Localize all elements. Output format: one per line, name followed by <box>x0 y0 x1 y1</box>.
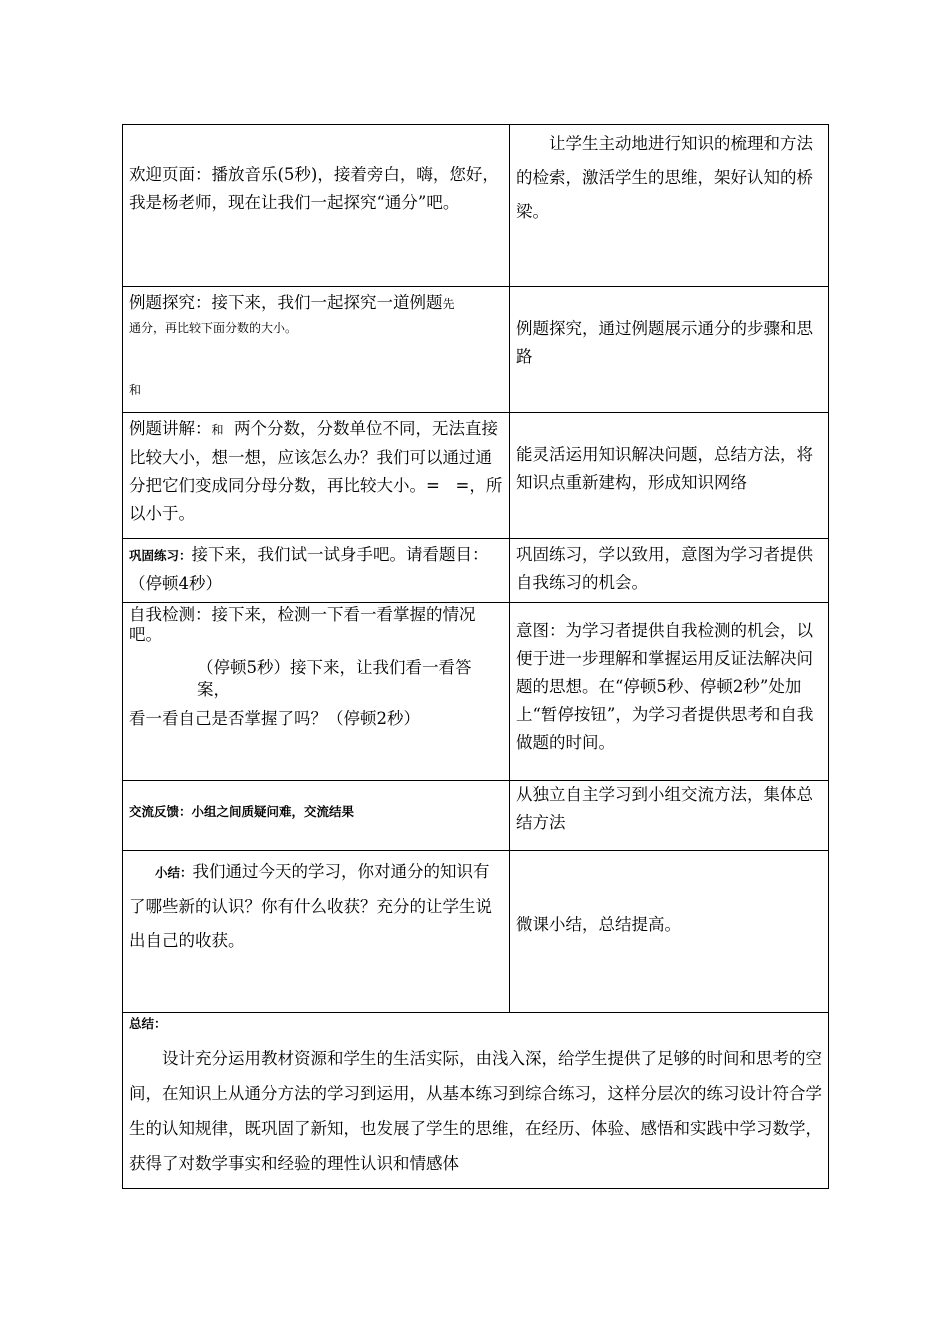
cell-self-check-intent <box>510 603 829 781</box>
example-explore-intent-text: 例题探究，通过例题展示通分的步骤和思路 <box>516 319 813 366</box>
cell-summary <box>123 1013 829 1189</box>
cell-example-explain-intent <box>510 413 829 539</box>
example-explore-small-c: 和 <box>129 383 142 397</box>
cell-example-explain <box>123 413 510 539</box>
table-row <box>123 287 829 413</box>
feedback-text: 小组之间质疑问难，交流结果 <box>191 804 355 819</box>
summary-body: 设计充分运用教材资源和学生的生活实际，由浅入深，给学生提供了足够的时间和思考的空间，在知识上从通分方法的学习到运用，从基本练习到综合练习，这样分层次的练习设计符合学生的认知规律，既巩固了新知，也发展了学生的思维，在经历、体验、感悟和实践中学习数学，获得了对数学事实和经验的理性认识和情感体 <box>129 1049 822 1173</box>
cell-brief-summary <box>123 851 510 1013</box>
self-check-line-2: （停顿5秒）接下来，让我们看一看答案， <box>197 658 472 699</box>
cell-feedback <box>123 781 510 851</box>
example-explore-small-a: 先 <box>442 297 455 311</box>
example-explain-label: 例题讲解： <box>129 419 212 438</box>
summary-label: 总结： <box>129 1016 167 1031</box>
table-row-summary <box>123 1013 829 1189</box>
cell-welcome-page <box>123 125 510 287</box>
cell-brief-summary-intent <box>510 851 829 1013</box>
example-explore-small-b: 通分，再比较下面分数的大小。 <box>129 321 298 335</box>
self-check-intent-text: 意图：为学习者提供自我检测的机会，以便于进一步理解和掌握运用反证法解决问题的思想。在“停顿5秒、停顿2秒”处加上“暂停按钮”，为学习者提供思考和自我做题的时间。 <box>516 621 814 752</box>
lesson-design-table <box>122 124 829 1189</box>
example-explain-small: 和 <box>211 423 224 437</box>
cell-feedback-intent <box>510 781 829 851</box>
lesson-design-table-container <box>122 124 828 1189</box>
table-row <box>123 413 829 539</box>
practice-intent-text: 巩固练习，学以致用，意图为学习者提供自我练习的机会。 <box>516 545 813 592</box>
feedback-label: 交流反馈： <box>129 804 192 819</box>
cell-example-explore <box>123 287 510 413</box>
table-row <box>123 539 829 603</box>
table-row <box>123 781 829 851</box>
brief-summary-label: 小结： <box>155 865 193 880</box>
practice-text: 接下来，我们试一试身手吧。请看题目：（停顿4秒） <box>129 545 489 593</box>
self-check-line-3: 看一看自己是否掌握了吗？（停顿2秒） <box>129 709 420 728</box>
example-explain-text: 两个分数，分数单位不同，无法直接比较大小，想一想，应该怎么办？我们可以通过通分把它们变成同分母分数，再比较大小。= =，所以小于。 <box>129 419 503 523</box>
welcome-text: 欢迎页面：播放音乐(5秒)，接着旁白，嗨，您好，我是杨老师，现在让我们一起探究“通分”吧。 <box>129 165 499 212</box>
brief-summary-intent-text: 微课小结，总结提高。 <box>516 915 681 934</box>
example-explain-intent-text: 能灵活运用知识解决问题，总结方法，将知识点重新建构，形成知识网络 <box>516 445 813 492</box>
cell-welcome-intent <box>510 125 829 287</box>
example-explore-text: 例题探究：接下来，我们一起探究一道例题 <box>129 293 443 312</box>
cell-practice-intent <box>510 539 829 603</box>
cell-example-explore-intent <box>510 287 829 413</box>
table-row <box>123 603 829 781</box>
table-row <box>123 125 829 287</box>
cell-self-check <box>123 603 510 781</box>
welcome-intent-text: 让学生主动地进行知识的梳理和方法的检索，激活学生的思维，架好认知的桥梁。 <box>516 134 813 221</box>
brief-summary-text: 我们通过今天的学习，你对通分的知识有了哪些新的认识？你有什么收获？充分的让学生说出自己的收获。 <box>129 862 492 950</box>
table-row <box>123 851 829 1013</box>
feedback-intent-text: 从独立自主学习到小组交流方法，集体总结方法 <box>516 785 813 832</box>
self-check-line-1: 自我检测：接下来，检测一下看一看掌握的情况吧。 <box>129 605 476 644</box>
cell-practice <box>123 539 510 603</box>
practice-label: 巩固练习： <box>129 548 192 563</box>
